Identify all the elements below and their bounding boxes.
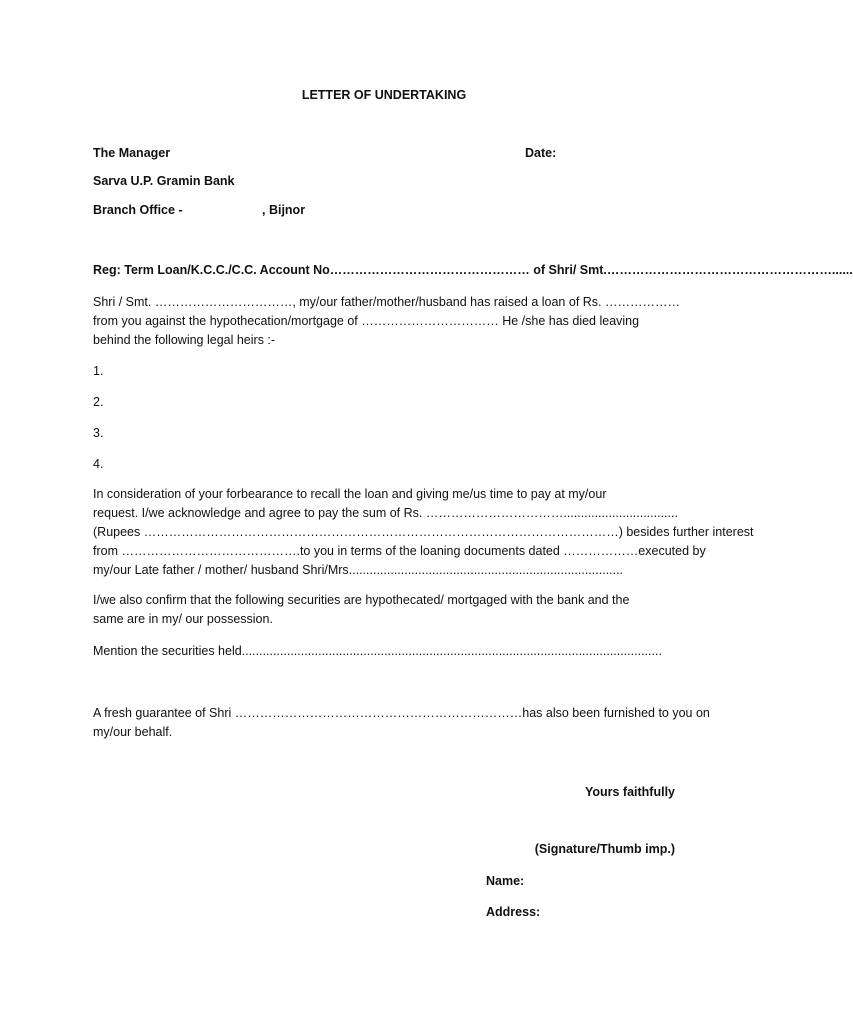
para2-line2: request. I/we acknowledge and agree to pay the sum of Rs. ……………………………................................. <box>93 506 678 520</box>
securities-held-line: Mention the securities held......................................................................................................................... <box>93 644 662 658</box>
para2-line4: from …………………………………….to you in terms of the loaning documents dated ………………executed by <box>93 544 706 558</box>
para1-line2: from you against the hypothecation/mortgage of …………………………… He /she has died leaving <box>93 314 640 328</box>
para2-line1: In consideration of your forbearance to recall the loan and giving me/us time to pay at my/our <box>93 487 607 501</box>
paragraph-securities-confirm <box>93 591 673 629</box>
document-title: LETTER OF UNDERTAKING <box>301 88 467 102</box>
para3-line2: same are in my/ our possession. <box>93 612 273 626</box>
heir-item-4: 4. <box>93 457 104 471</box>
para2-line3: (Rupees ……………………………………………………………………………………………………) besides further interest <box>93 525 754 539</box>
addressee-manager: The Manager <box>93 146 171 160</box>
para1-line3: behind the following legal heirs :- <box>93 333 276 347</box>
para4-line1: A fresh guarantee of Shri ……………………………………………………………has also been furnished to you on <box>93 706 710 720</box>
para3-line1: I/we also confirm that the following securities are hypothecated/ mortgaged with the bank and the <box>93 593 630 607</box>
branch-office-label: Branch Office - <box>93 203 183 217</box>
para1-line1: Shri / Smt. ……………………………, my/our father/mother/husband has raised a loan of Rs. ……………… <box>93 295 680 309</box>
addressee-bank: Sarva U.P. Gramin Bank <box>93 174 235 188</box>
signature-label: (Signature/Thumb imp.) <box>534 842 675 856</box>
paragraph-guarantee <box>93 704 710 742</box>
paragraph-consideration <box>93 485 754 580</box>
heir-item-3: 3. <box>93 426 104 440</box>
reg-line: Reg: Term Loan/K.C.C./C.C. Account No………………………………………… of Shri/ Smt.………………………………………………...... <box>93 263 853 277</box>
para2-line5: my/our Late father / mother/ husband Shri/Mrs............................................................................... <box>93 563 624 577</box>
paragraph-loan-details <box>93 293 680 350</box>
yours-faithfully: Yours faithfully <box>584 785 675 799</box>
name-label: Name: <box>486 874 525 888</box>
heir-item-2: 2. <box>93 395 104 409</box>
date-label: Date: <box>525 146 557 160</box>
branch-city: , Bijnor <box>262 203 306 217</box>
heir-item-1: 1. <box>93 364 104 378</box>
para4-line2: my/our behalf. <box>93 725 173 739</box>
address-label: Address: <box>486 905 541 919</box>
